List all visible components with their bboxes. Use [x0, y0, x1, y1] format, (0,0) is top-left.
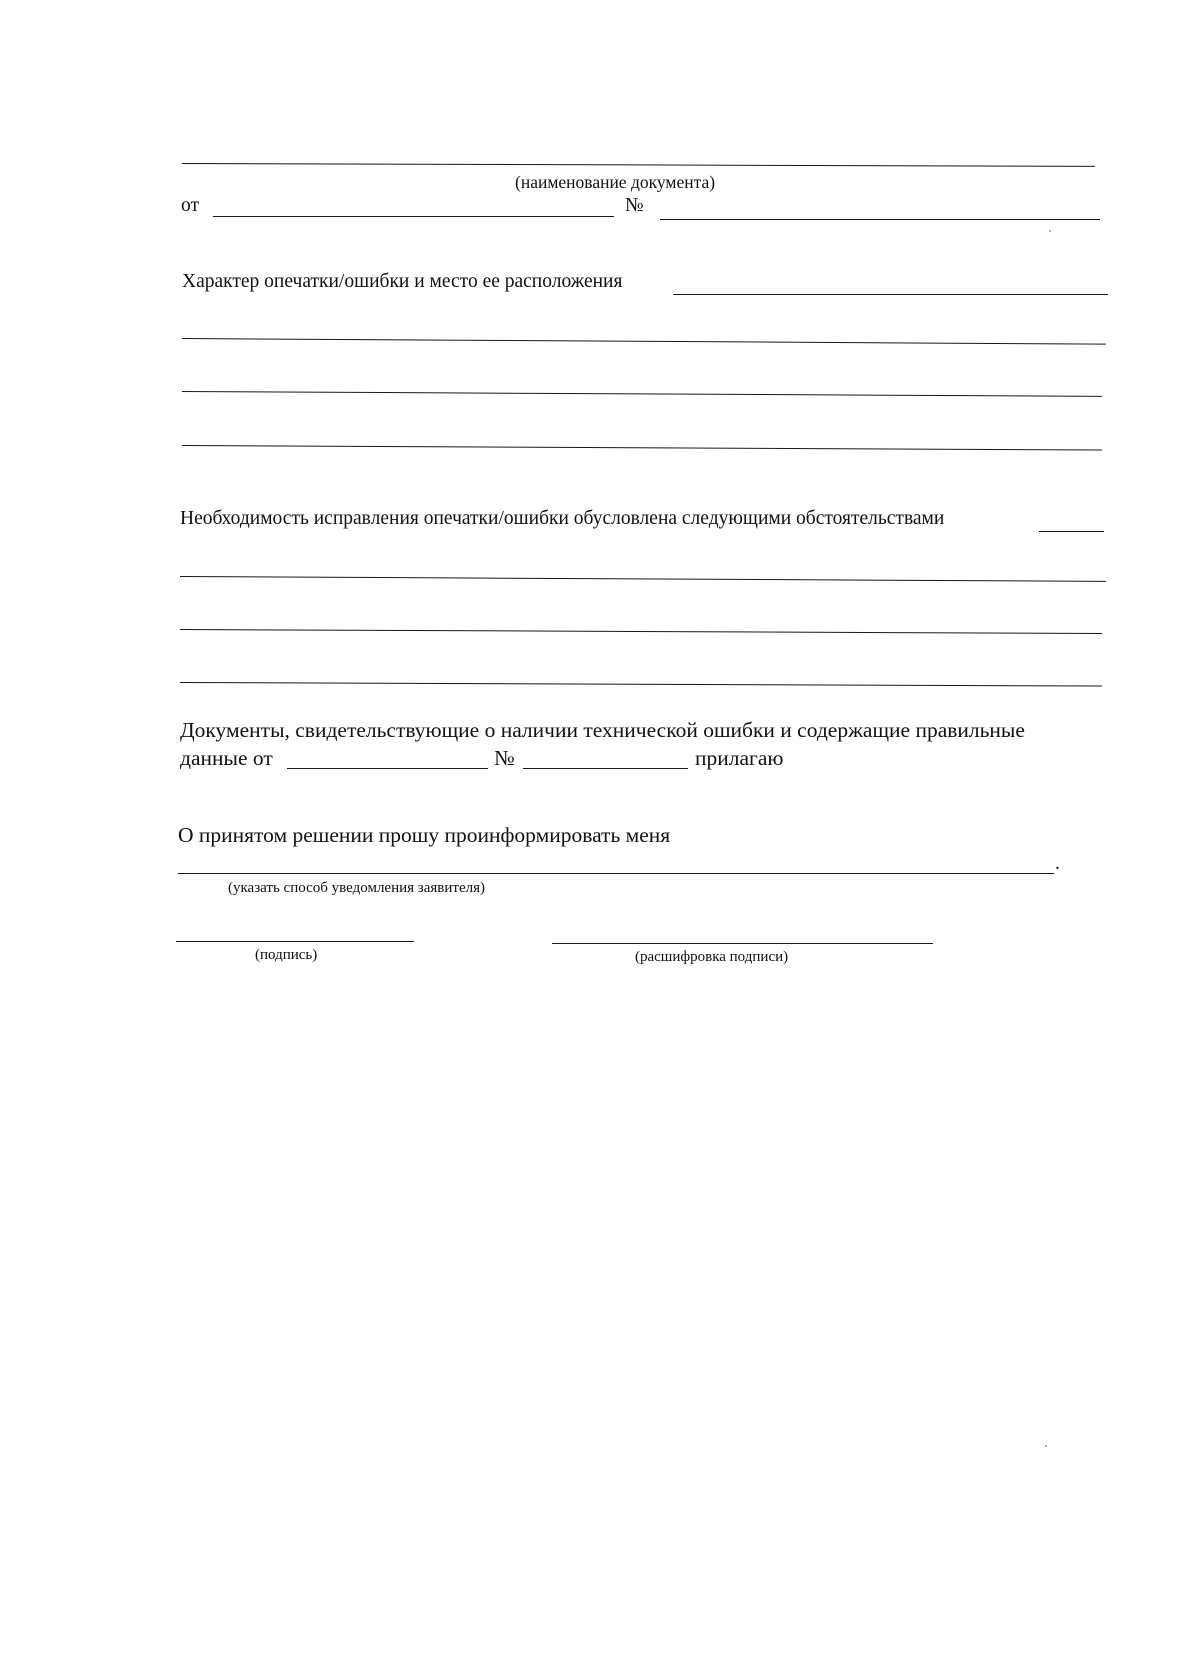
notify-end-dot: .: [1055, 853, 1060, 874]
attached-documents-number-line[interactable]: [523, 768, 688, 769]
signature-decode-line[interactable]: [552, 943, 933, 944]
signature-caption: (подпись): [255, 947, 318, 963]
error-description-line-3[interactable]: [182, 391, 1102, 397]
document-date-line[interactable]: [213, 216, 614, 217]
notify-label: О принятом решении прошу проинформировать меня: [178, 823, 671, 847]
number-sign: №: [625, 195, 644, 216]
correction-reason-line-3[interactable]: [180, 629, 1102, 634]
signature-decode-caption: (расшифровка подписи): [635, 949, 789, 965]
correction-reason-label: Необходимость исправления опечатки/ошибки обусловлена следующими обстоятельствами: [180, 508, 945, 529]
correction-reason-line-4[interactable]: [180, 682, 1102, 687]
from-label: от: [181, 195, 200, 216]
scan-speck: [1045, 1445, 1047, 1447]
error-description-line-1[interactable]: [673, 294, 1108, 295]
correction-reason-line-2[interactable]: [180, 576, 1106, 582]
attached-documents-date-line[interactable]: [287, 768, 488, 769]
scan-speck: [1049, 230, 1051, 232]
notify-method-caption: (указать способ уведомления заявителя): [228, 880, 485, 896]
attached-documents-number-sign: №: [494, 746, 515, 770]
error-description-line-4[interactable]: [182, 445, 1102, 450]
notify-method-line[interactable]: [178, 873, 1054, 874]
attached-documents-text: Документы, свидетельствующие о наличии технической ошибки и содержащие правильные: [180, 718, 1025, 742]
correction-reason-line-1[interactable]: [1039, 531, 1104, 532]
document-number-line[interactable]: [660, 219, 1100, 220]
error-description-label: Характер опечатки/ошибки и место ее расположения: [182, 271, 623, 292]
document-name-line[interactable]: [182, 163, 1095, 167]
attached-documents-prefix: данные от: [180, 746, 273, 770]
document-name-caption: (наименование документа): [515, 172, 716, 192]
attached-documents-suffix: прилагаю: [695, 746, 784, 770]
error-description-line-2[interactable]: [182, 338, 1106, 345]
signature-line[interactable]: [176, 941, 414, 942]
